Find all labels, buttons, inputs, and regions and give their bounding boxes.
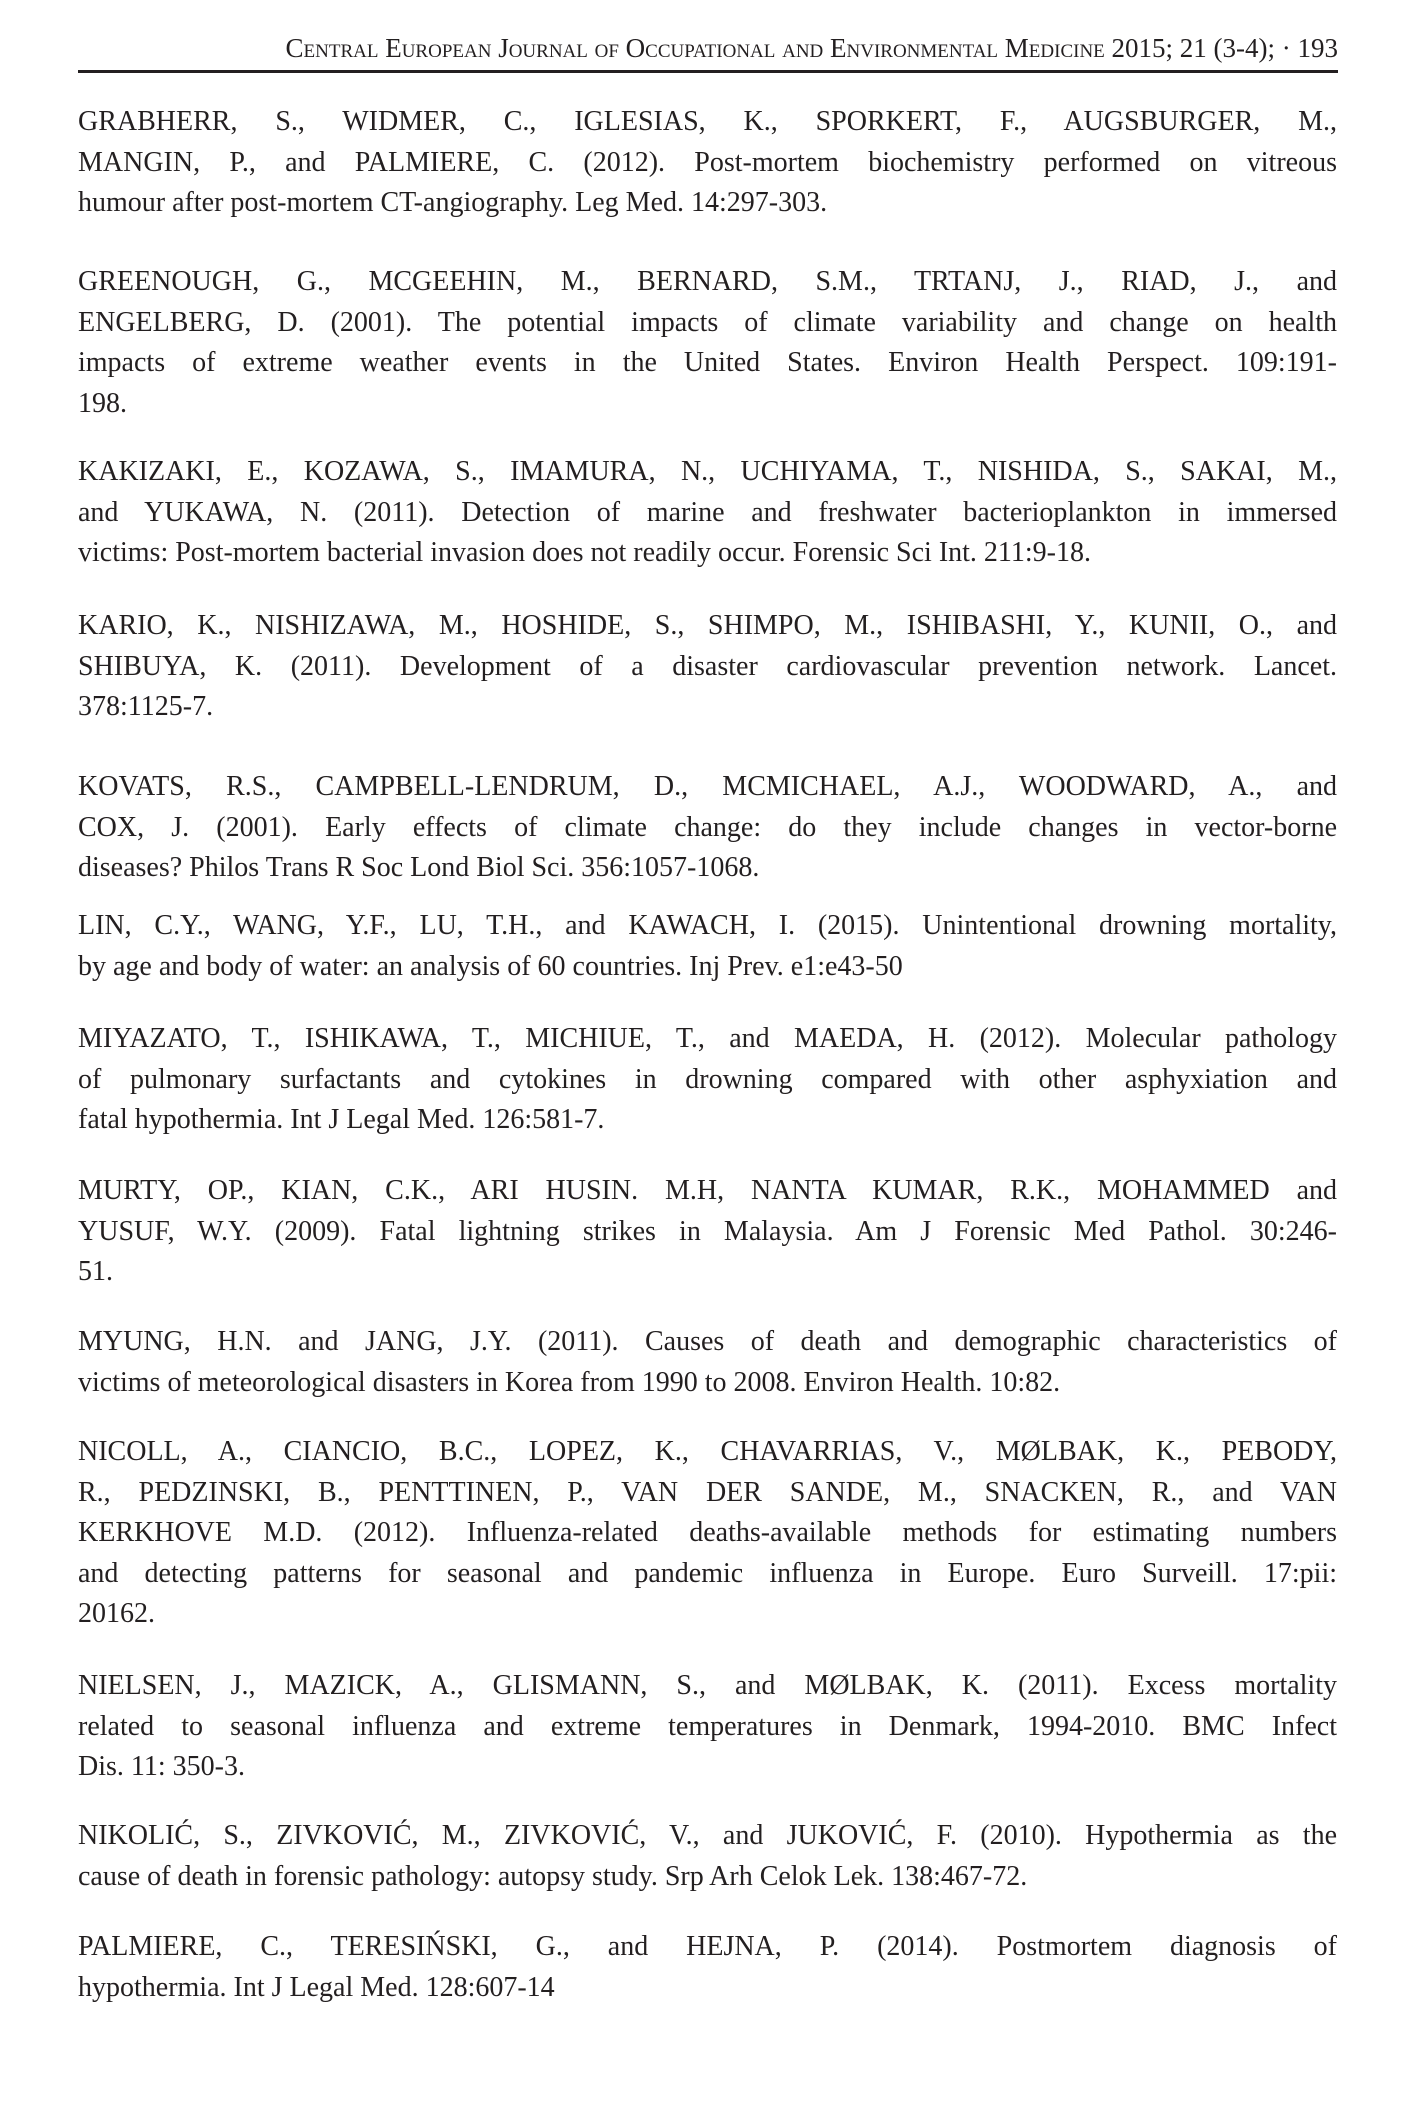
reference-nielsen [78, 1666, 1337, 1788]
reference-line: NICOLL, A., CIANCIO, B.C., LOPEZ, K., CHAVARRIAS, V., MØLBAK, K., PEBODY, [78, 1436, 1337, 1467]
reference-greenough [78, 262, 1337, 424]
journal-title: Central European Journal of Occupational and Environmental Medicine [285, 33, 1105, 63]
reference-line: MURTY, OP., KIAN, C.K., ARI HUSIN. M.H, NANTA KUMAR, R.K., MOHAMMED and [78, 1175, 1337, 1206]
reference-line: and detecting patterns for seasonal and pandemic influenza in Europe. Euro Surveill. 17:pii: [78, 1557, 1337, 1589]
reference-myung [78, 1322, 1337, 1403]
reference-kovats [78, 767, 1337, 889]
reference-line: hypothermia. Int J Legal Med. 128:607-14 [78, 1971, 555, 2003]
reference-line: KOVATS, R.S., CAMPBELL-LENDRUM, D., MCMICHAEL, A.J., WOODWARD, A., and [78, 771, 1337, 802]
running-header [78, 28, 1338, 68]
reference-palmiere [78, 1927, 1337, 2008]
reference-line: 378:1125-7. [78, 691, 214, 722]
reference-line: related to seasonal influenza and extreme temperatures in Denmark, 1994-2010. BMC Infect [78, 1710, 1337, 1742]
reference-line: R., PEDZINSKI, B., PENTTINEN, P., VAN DER SANDE, M., SNACKEN, R., and VAN [78, 1476, 1337, 1508]
reference-line: KERKHOVE M.D. (2012). Influenza-related deaths-available methods for estimating numbers [78, 1517, 1337, 1548]
reference-line: KARIO, K., NISHIZAWA, M., HOSHIDE, S., SHIMPO, M., ISHIBASHI, Y., KUNII, O., and [78, 610, 1337, 641]
reference-nikolic [78, 1816, 1337, 1897]
reference-line: NIKOLIĆ, S., ZIVKOVIĆ, M., ZIVKOVIĆ, V., and JUKOVIĆ, F. (2010). Hypothermia as the [78, 1820, 1337, 1851]
reference-murty [78, 1171, 1337, 1293]
reference-line: SHIBUYA, K. (2011). Development of a disaster cardiovascular prevention network. Lancet. [78, 650, 1337, 682]
reference-line: victims of meteorological disasters in Korea from 1990 to 2008. Environ Health. 10:82. [78, 1366, 1061, 1398]
reference-line: MANGIN, P., and PALMIERE, C. (2012). Post-mortem biochemistry performed on vitreous [78, 146, 1337, 178]
reference-line: MYUNG, H.N. and JANG, J.Y. (2011). Causes of death and demographic characteristics of [78, 1326, 1337, 1357]
reference-line: impacts of extreme weather events in the United States. Environ Health Perspect. 109:191- [78, 347, 1337, 378]
reference-line: KAKIZAKI, E., KOZAWA, S., IMAMURA, N., UCHIYAMA, T., NISHIDA, S., SAKAI, M., [78, 456, 1337, 487]
reference-line: ENGELBERG, D. (2001). The potential impacts of climate variability and change on health [78, 306, 1337, 338]
reference-line: and YUKAWA, N. (2011). Detection of marine and freshwater bacterioplankton in immersed [78, 496, 1337, 528]
reference-line: LIN, C.Y., WANG, Y.F., LU, T.H., and KAWACH, I. (2015). Unintentional drowning mortality, [78, 910, 1337, 941]
reference-line: cause of death in forensic pathology: autopsy study. Srp Arh Celok Lek. 138:467-72. [78, 1860, 1028, 1892]
reference-kakizaki [78, 452, 1337, 574]
reference-line: of pulmonary surfactants and cytokines in drowning compared with other asphyxiation and [78, 1063, 1337, 1095]
reference-line: humour after post-mortem CT-angiography. Leg Med. 14:297-303. [78, 187, 828, 218]
reference-nicoll [78, 1432, 1337, 1635]
header-rule [78, 70, 1338, 73]
reference-line: Dis. 11: 350-3. [78, 1751, 245, 1782]
reference-line: victims: Post-mortem bacterial invasion does not readily occur. Forensic Sci Int. 211:9-18. [78, 537, 1091, 568]
reference-line: 51. [78, 1256, 113, 1287]
reference-line: 198. [78, 387, 127, 419]
reference-line: diseases? Philos Trans R Soc Lond Biol Sci. 356:1057-1068. [78, 852, 760, 883]
reference-miyazato [78, 1019, 1337, 1141]
reference-line: YUSUF, W.Y. (2009). Fatal lightning strikes in Malaysia. Am J Forensic Med Pathol. 30:246- [78, 1215, 1337, 1247]
reference-line: 20162. [78, 1598, 155, 1629]
reference-line: MIYAZATO, T., ISHIKAWA, T., MICHIUE, T., and MAEDA, H. (2012). Molecular pathology [78, 1023, 1337, 1054]
reference-line: GRABHERR, S., WIDMER, C., IGLESIAS, K., SPORKERT, F., AUGSBURGER, M., [78, 106, 1337, 137]
reference-line: fatal hypothermia. Int J Legal Med. 126:581-7. [78, 1104, 605, 1135]
reference-line: PALMIERE, C., TERESIŃSKI, G., and HEJNA, P. (2014). Postmortem diagnosis of [78, 1931, 1337, 1962]
reference-lin [78, 906, 1337, 987]
reference-kario [78, 606, 1337, 728]
reference-line: GREENOUGH, G., MCGEEHIN, M., BERNARD, S.M., TRTANJ, J., RIAD, J., and [78, 266, 1337, 297]
reference-line: COX, J. (2001). Early effects of climate change: do they include changes in vector-borne [78, 811, 1337, 843]
reference-grabherr [78, 102, 1337, 224]
reference-line: by age and body of water: an analysis of 60 countries. Inj Prev. e1:e43-50 [78, 950, 903, 982]
issue-citation: 2015; 21 (3-4); · 193 [1111, 33, 1338, 63]
reference-line: NIELSEN, J., MAZICK, A., GLISMANN, S., and MØLBAK, K. (2011). Excess mortality [78, 1670, 1337, 1701]
